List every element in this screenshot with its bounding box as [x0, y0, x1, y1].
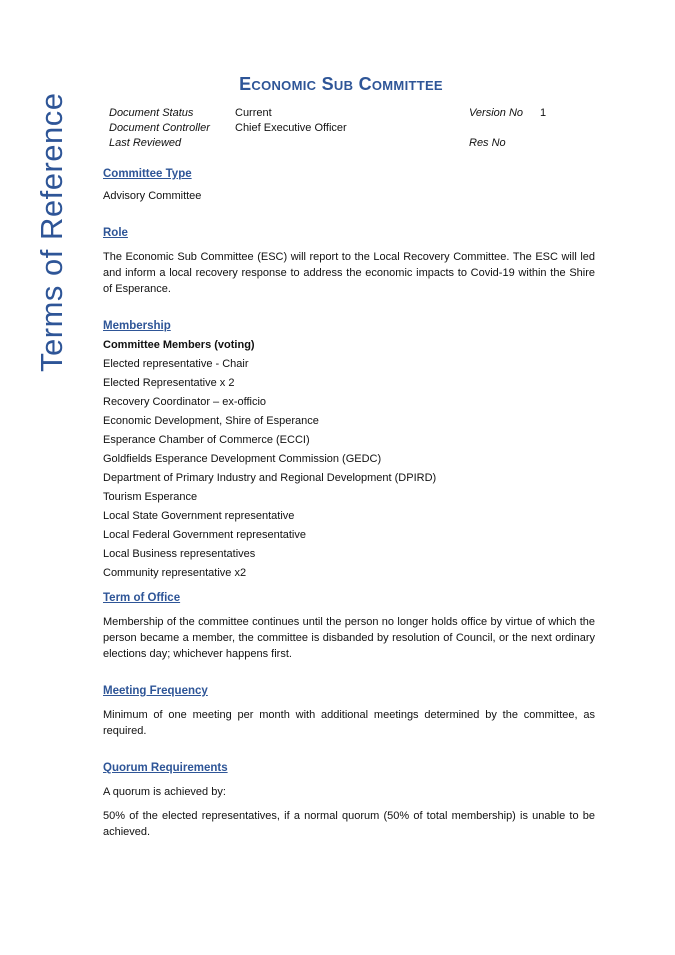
list-item: Local State Government representative	[103, 510, 295, 522]
list-item: Goldfields Esperance Development Commission (GEDC)	[103, 453, 382, 465]
meeting-heading: Meeting Frequency	[103, 685, 208, 697]
controller-label: Document Controller	[109, 122, 210, 134]
status-label: Document Status	[109, 107, 194, 119]
membership-heading: Membership	[103, 320, 171, 332]
quorum-intro: A quorum is achieved by:	[103, 786, 226, 798]
list-item: Esperance Chamber of Commerce (ECCI)	[103, 434, 310, 446]
version-label: Version No	[469, 107, 524, 119]
list-item: Tourism Esperance	[103, 491, 198, 503]
list-item: Economic Development, Shire of Esperance	[103, 415, 319, 427]
list-item: Local Business representatives	[103, 548, 256, 560]
side-title: Terms of Reference	[34, 92, 69, 372]
list-item: Community representative x2	[103, 567, 247, 579]
meeting-text: Minimum of one meeting per month with additional meetings determined by the committee, as required.	[103, 709, 595, 737]
status-value: Current	[235, 107, 272, 119]
quorum-text: 50% of the elected representatives, if a normal quorum (50% of total membership) is unable to be achieved.	[103, 810, 595, 838]
list-item: Department of Primary Industry and Regional Development (DPIRD)	[103, 472, 437, 484]
membership-subheading: Committee Members (voting)	[103, 339, 255, 351]
list-item: Elected Representative x 2	[103, 377, 235, 389]
document-title: Economic Sub Committee	[239, 74, 443, 94]
version-value: 1	[540, 107, 547, 119]
list-item: Recovery Coordinator – ex-officio	[103, 396, 267, 408]
role-heading: Role	[103, 227, 128, 239]
document-body	[103, 165, 595, 840]
reviewed-label: Last Reviewed	[109, 137, 182, 149]
members-list	[103, 355, 595, 583]
committee-type-text: Advisory Committee	[103, 190, 202, 202]
term-text: Membership of the committee continues until the person no longer holds office by virtue of which the person became a member, the committee is disbanded by resolution of Council, or the next ordinary elections day; whichever happens first.	[103, 616, 595, 660]
res-label: Res No	[469, 137, 506, 149]
committee-type-heading: Committee Type	[103, 168, 192, 180]
list-item: Elected representative - Chair	[103, 358, 249, 370]
term-heading: Term of Office	[103, 592, 181, 604]
quorum-heading: Quorum Requirements	[103, 762, 228, 774]
role-text: The Economic Sub Committee (ESC) will report to the Local Recovery Committee. The ESC will led and inform a local recovery response to address the economic impacts to Covid-19 within the Shire of Esperance.	[103, 251, 595, 295]
controller-value: Chief Executive Officer	[235, 122, 347, 134]
list-item: Local Federal Government representative	[103, 529, 306, 541]
